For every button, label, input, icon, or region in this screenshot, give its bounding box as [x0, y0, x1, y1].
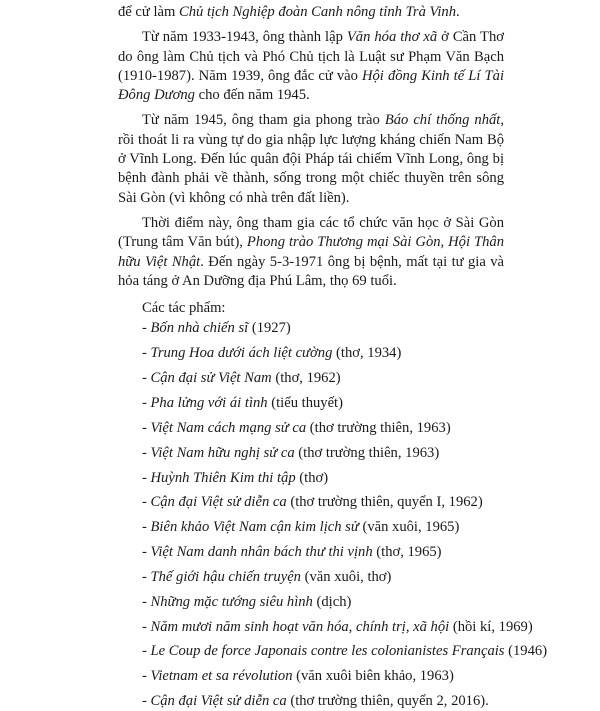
- text-run: Thời điểm này, ông tham gia các tổ chức văn học ở Sài Gòn (Trung tâm Văn bút),: [118, 214, 504, 251]
- text-run-italic: Văn hóa thơ xã: [346, 29, 438, 46]
- work-note: (thơ, 1934): [332, 345, 402, 362]
- text-run-italic: Báo chí thống nhất: [384, 112, 501, 129]
- work-note: (văn xuôi, thơ): [300, 568, 392, 585]
- work-item: [142, 493, 504, 512]
- work-note: (văn xuôi, 1965): [358, 519, 460, 536]
- work-title: - Biên khảo Việt Nam cận kim lịch sử: [142, 519, 359, 536]
- text-run: cho đến năm 1945.: [194, 87, 310, 104]
- work-note: (thơ, 1962): [271, 370, 341, 387]
- work-item: [142, 518, 504, 537]
- work-note: (tiểu thuyết): [267, 394, 343, 411]
- work-note: (thơ trường thiên, 1963): [306, 419, 451, 436]
- work-item: [142, 568, 504, 587]
- works-list: [118, 319, 548, 711]
- work-item: [142, 618, 533, 637]
- work-title: - Pha lửng với ái tình: [142, 394, 268, 411]
- text-run: Từ năm 1945, ông tham gia phong trào: [142, 112, 385, 129]
- work-item: [142, 369, 504, 388]
- work-note: (văn xuôi biên khảo, 1963): [292, 668, 454, 685]
- work-title: - Năm mươi năm sinh hoạt văn hóa, chính trị, xã hội: [142, 618, 450, 635]
- works-heading: Các tác phẩm:: [142, 300, 226, 317]
- work-title: - Huỳnh Thiên Kim thi tập: [142, 469, 296, 486]
- work-title: - Việt Nam cách mạng sử ca: [142, 419, 307, 436]
- text-run: . Đến ngày 5-3-1971 ông bị bệnh, mất tại tư gia và hỏa táng ở An Dưỡng địa Phú Lâm, thọ 69 tuổi.: [118, 253, 504, 289]
- work-title: - Cận đại Việt sử diễn ca: [142, 494, 287, 511]
- work-item: [142, 543, 504, 562]
- book-page: [0, 3, 600, 710]
- work-item: [142, 667, 504, 686]
- work-note: (dịch): [312, 593, 352, 610]
- text-run: .: [456, 4, 460, 20]
- work-note: (thơ): [295, 469, 329, 486]
- text-run: Từ năm 1933-1943, ông thành lập: [142, 29, 347, 46]
- work-title: - Cận đại Việt sử diễn ca: [142, 693, 287, 710]
- work-item: [142, 642, 548, 661]
- work-item: [142, 394, 504, 413]
- work-note: (thơ trường thiên, quyển 2, 2016).: [286, 693, 489, 710]
- work-item: [142, 344, 504, 363]
- work-title: - Việt Nam danh nhân bách thư thi vịnh: [142, 544, 373, 561]
- work-item: [142, 444, 504, 463]
- work-title: - Bốn nhà chiến sĩ: [142, 320, 249, 337]
- work-title: - Le Coup de force Japonais contre les colonianistes Français: [142, 643, 505, 660]
- work-note: (hồi kí, 1969): [449, 618, 533, 635]
- work-note: (1927): [248, 320, 291, 337]
- work-note: (1946): [504, 643, 548, 660]
- work-title: - Việt Nam hữu nghị sử ca: [142, 444, 295, 461]
- work-title: - Vietnam et sa révolution: [142, 668, 293, 685]
- work-note: (thơ trường thiên, quyển I, 1962): [286, 494, 483, 511]
- work-title: - Cận đại sử Việt Nam: [142, 370, 272, 387]
- paragraph-1: [118, 3, 504, 22]
- work-item: [142, 319, 504, 338]
- work-note: (thơ, 1965): [372, 544, 442, 561]
- text-run-italic: Phong trào Thương mại Sài Gòn, Hội Thân hữu Việt Nhật: [118, 234, 504, 270]
- text-run: để cử làm: [118, 4, 179, 20]
- work-title: - Thế giới hậu chiến truyện: [142, 568, 301, 585]
- paragraph-4: [118, 214, 504, 291]
- paragraph-2: [118, 28, 504, 105]
- work-item: [142, 419, 504, 438]
- text-run-italic: Hội đồng Kinh tế Lí Tài Đông Dương: [118, 67, 504, 104]
- work-item: [142, 692, 504, 711]
- work-note: (thơ trường thiên, 1963): [294, 444, 440, 461]
- work-title: - Trung Hoa dưới ách liệt cường: [142, 345, 333, 362]
- work-item: [142, 593, 504, 612]
- work-title: - Những mặc tướng siêu hình: [142, 593, 313, 610]
- text-run-italic: Chủ tịch Nghiệp đoàn Canh nông tỉnh Trà Vinh: [179, 4, 457, 20]
- text-run: ở Cần Thơ do ông làm Chủ tịch và Phó Chủ tịch là Luật sư Phạm Văn Bạch (1910-1987). Năm 1939, ông đắc cử vào: [118, 29, 504, 84]
- work-item: [142, 469, 504, 488]
- paragraph-3: [118, 111, 504, 207]
- text-run: , rồi thoát li ra vùng tự do gia nhập lực lượng kháng chiến Nam Bộ ở Vĩnh Long. Đến lúc quân đội Pháp tái chiếm Vĩnh Long, ông bị bệnh đành phải về thành, sống trong một chiếc thuyền trên sông Sài Gòn (vì không có nhà trên đất liền).: [118, 112, 504, 206]
